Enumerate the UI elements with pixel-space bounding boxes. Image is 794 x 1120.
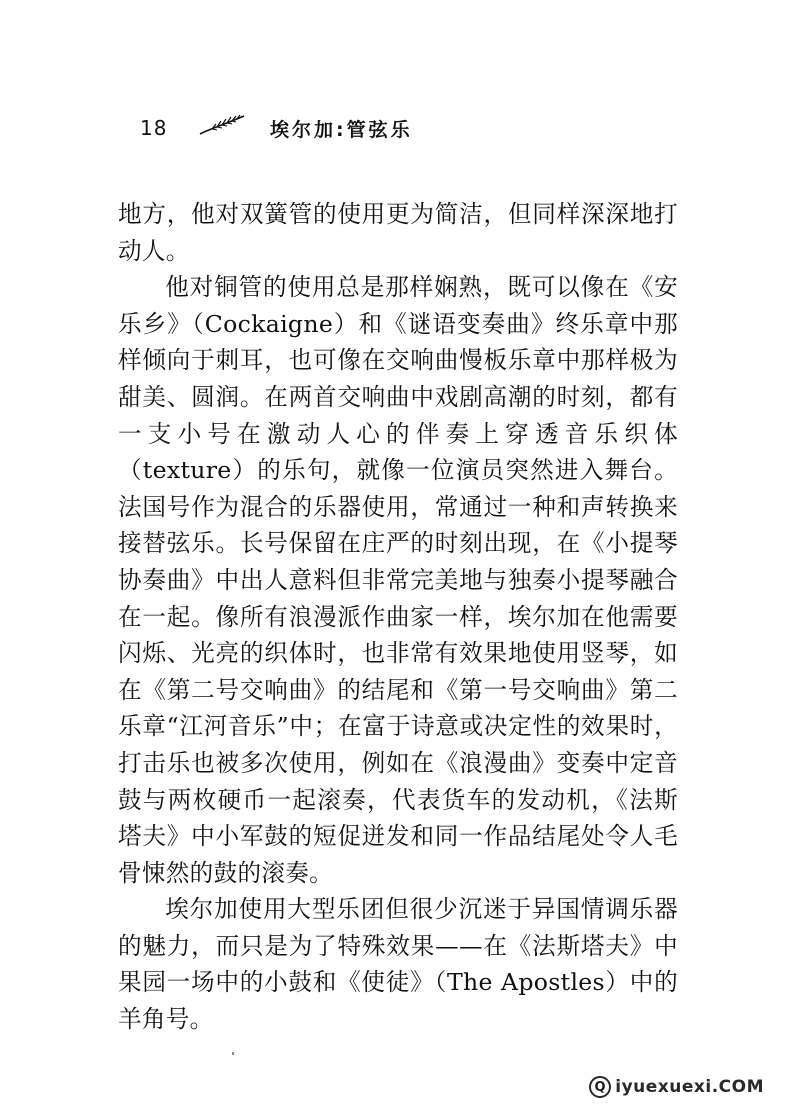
- scan-speck: [232, 1052, 234, 1055]
- paragraph: 他对铜管的使用总是那样娴熟，既可以像在《安乐乡》（Cockaigne）和《谜语变奏曲》终乐章中那样倾向于刺耳，也可像在交响曲慢板乐章中那样极为甜美、圆润。在两首交响曲中戏剧高潮的时刻，都有一支小号在激动人心的伴奏上穿透音乐织体（texture）的乐句，就像一位演员突然进入舞台。法国号作为混合的乐器使用，常通过一种和声转换来接替弦乐。长号保留在庄严的时刻出现，在《小提琴协奏曲》中出人意料但非常完美地与独奏小提琴融合在一起。像所有浪漫派作曲家一样，埃尔加在他需要闪烁、光亮的织体时，也非常有效果地使用竖琴，如在《第二号交响曲》的结尾和《第一号交响曲》第二乐章“江河音乐”中；在富于诗意或决定性的效果时，打击乐也被多次使用，例如在《浪漫曲》变奏中定音鼓与两枚硬币一起滚奏，代表货车的发动机，《法斯塔夫》中小军鼓的短促迸发和同一作品结尾处令人毛骨悚然的鼓的滚奏。: [118, 273, 678, 887]
- body-text: [118, 196, 678, 1038]
- watermark-badge-icon: Q: [589, 1076, 611, 1098]
- paragraph: 埃尔加使用大型乐团但很少沉迷于异国情调乐器的魅力，而只是为了特殊效果——在《法斯塔夫》中果园一场中的小鼓和《使徒》（The Apostles）中的羊角号。: [118, 895, 678, 1034]
- running-title: 埃尔加:管弦乐: [270, 119, 413, 141]
- page-number: 18: [140, 116, 168, 140]
- feather-ornament-icon: [198, 114, 246, 138]
- watermark-domain: iyuexuexi.COM: [615, 1077, 764, 1097]
- page-header: [140, 112, 460, 148]
- watermark: [589, 1076, 764, 1098]
- paragraph: 地方，他对双簧管的使用更为简洁，但同样深深地打动人。: [118, 200, 678, 265]
